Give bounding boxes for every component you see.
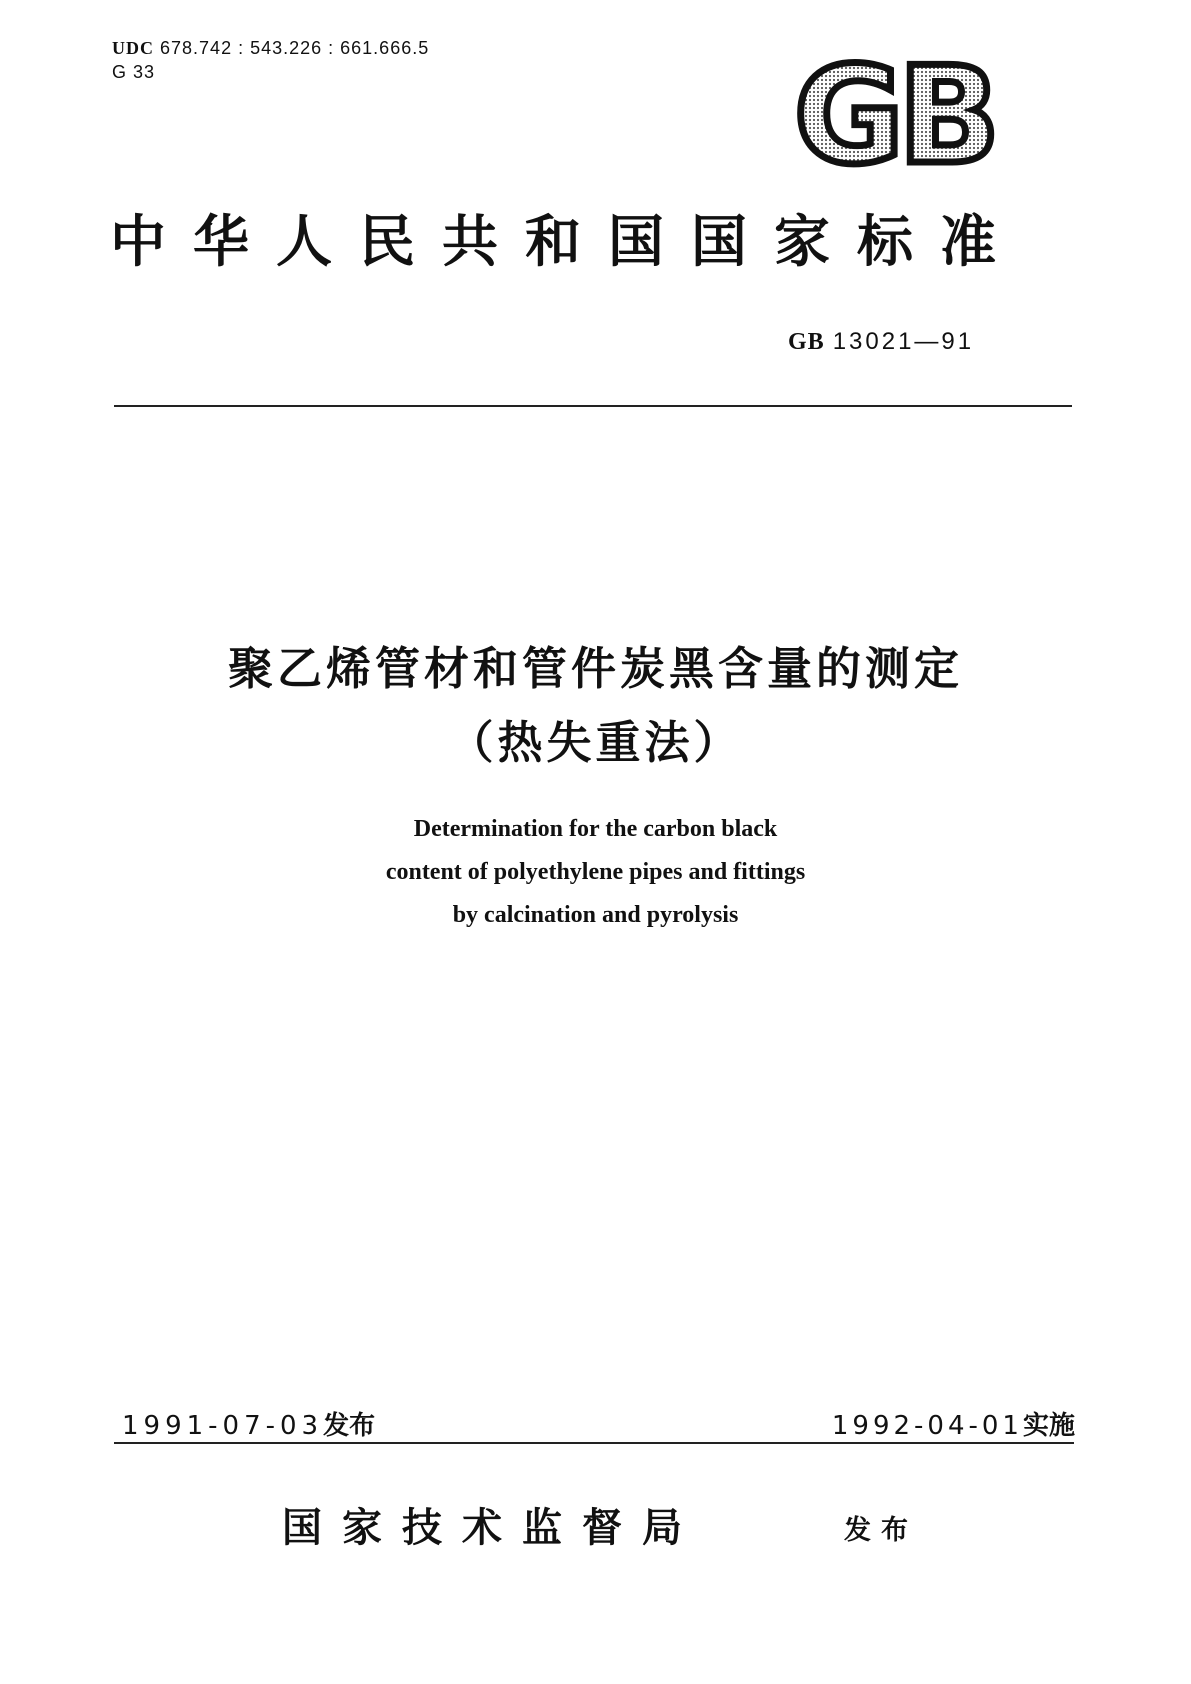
standard-number xyxy=(788,328,974,356)
issue-label: 发布 xyxy=(844,1515,918,1546)
effective-date xyxy=(832,1405,1075,1442)
standard-prefix: GB xyxy=(788,329,825,355)
issued-date xyxy=(122,1405,375,1442)
issued-date-value: 1991-07-03 xyxy=(122,1411,324,1441)
bottom-divider xyxy=(114,1442,1074,1444)
issued-date-suffix: 发布 xyxy=(323,1411,376,1441)
national-standard-title: 中华人民共和国国家标准 xyxy=(110,210,1023,275)
classification-code: G 33 xyxy=(112,62,156,82)
chinese-title-line-2: （热失重法） xyxy=(448,716,743,769)
gb-logo xyxy=(788,50,1008,172)
udc-block xyxy=(112,36,429,84)
top-divider xyxy=(114,405,1072,407)
effective-date-value: 1992-04-01 xyxy=(831,1411,1023,1441)
english-title xyxy=(0,808,1191,937)
english-title-line-1: Determination for the carbon black xyxy=(413,816,778,842)
standard-number-value: 13021—91 xyxy=(832,328,975,355)
issuing-authority: 国家技术监督局 xyxy=(282,1505,702,1551)
effective-date-suffix: 实施 xyxy=(1022,1411,1075,1441)
udc-code: 678.742 : 543.226 : 661.666.5 xyxy=(160,38,430,58)
udc-line xyxy=(112,36,429,60)
udc-label: UDC xyxy=(112,38,154,58)
english-title-line-2: content of polyethylene pipes and fittings xyxy=(385,859,806,885)
gb-logo-text: GB xyxy=(794,50,995,172)
english-title-line-3: by calcination and pyrolysis xyxy=(452,902,739,928)
chinese-title-line-1: 聚乙烯管材和管件炭黑含量的测定 xyxy=(227,642,963,695)
